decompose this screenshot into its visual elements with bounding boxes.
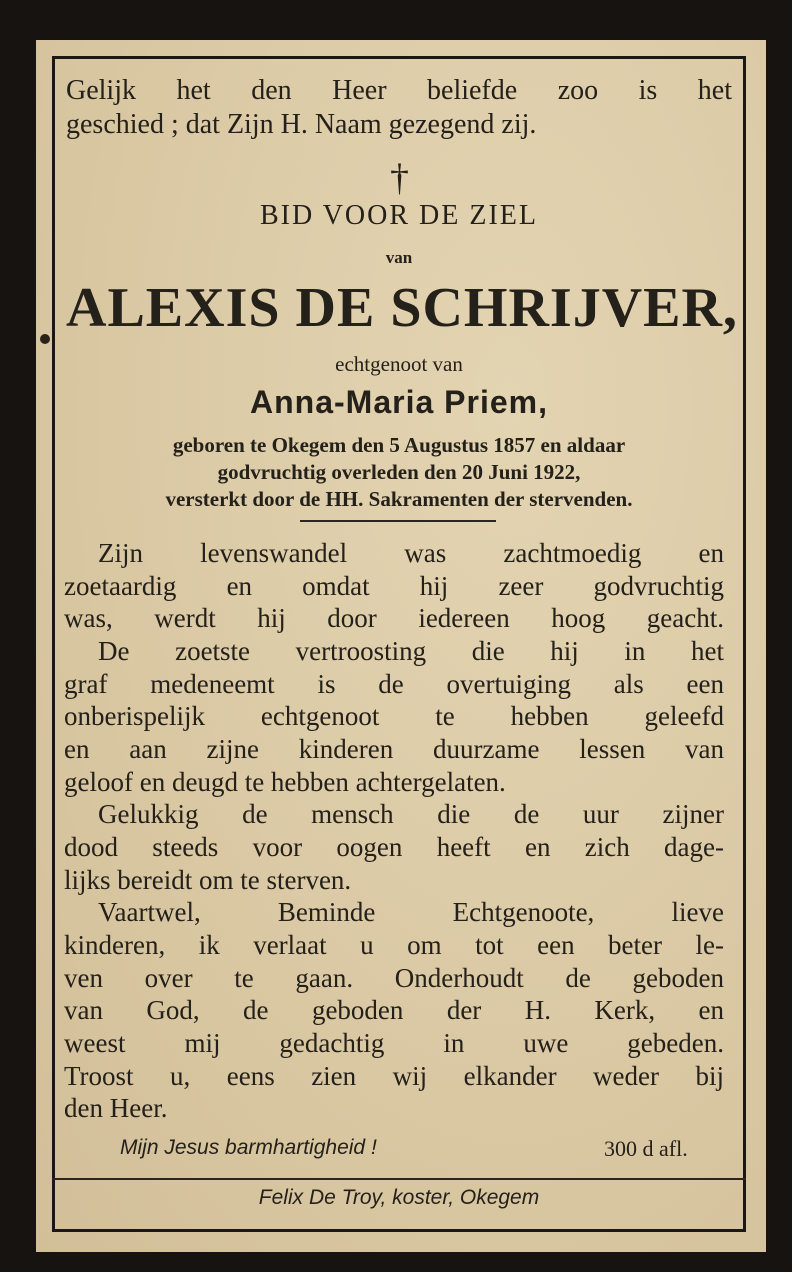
text-line-16: weest mij gedachtig in uwe gebeden.	[64, 1028, 724, 1058]
motto-line-2: geschied ; dat Zijn H. Naam gezegend zij.	[66, 109, 537, 140]
life-line-1: geboren te Okegem den 5 Augustus 1857 en aldaar	[172, 433, 626, 457]
text-line-2: zoetaardig en omdat hij zeer godvruchtig	[64, 571, 724, 601]
text-line-15: van God, de geboden der H. Kerk, en	[64, 995, 724, 1025]
text-line-17: Troost u, eens zien wij elkander weder bij	[64, 1061, 724, 1091]
text-line-4: De zoetste vertroosting die hij in het	[98, 636, 724, 666]
text-line-7: en aan zijne kinderen duurzame lessen van	[64, 734, 724, 764]
text-line-18: den Heer.	[64, 1093, 168, 1123]
divider	[300, 520, 496, 522]
text-line-14: ven over te gaan. Onderhoudt de geboden	[64, 963, 724, 993]
van-label: van	[385, 248, 413, 267]
pin-hole	[40, 334, 50, 344]
invocation: Mijn Jesus barmhartigheid !	[120, 1136, 377, 1159]
indulgence-note: 300 d afl.	[604, 1136, 688, 1161]
deceased-name: ALEXIS DE SCHRIJVER,	[66, 277, 738, 339]
text-line-8: geloof en deugd te hebben achtergelaten.	[64, 767, 506, 797]
heading: BID VOOR DE ZIEL	[259, 200, 538, 231]
life-line-2: godvruchtig overleden den 20 Juni 1922,	[217, 460, 581, 484]
text-line-13: kinderen, ik verlaat u om tot een beter le-	[64, 930, 724, 960]
text-line-6: onberispelijk echtgenoot te hebben geleefd	[64, 701, 724, 731]
printer-credit: Felix De Troy, koster, Okegem	[258, 1186, 540, 1209]
text-line-5: graf medeneemt is de overtuiging als een	[64, 669, 724, 699]
cross-icon: †	[390, 157, 409, 199]
text-line-9: Gelukkig de mensch die de uur zijner	[98, 799, 724, 829]
text-line-10: dood steeds voor oogen heeft en zich dage-	[64, 832, 724, 862]
text-line-1: Zijn levenswandel was zachtmoedig en	[98, 538, 724, 568]
text-line-3: was, werdt hij door iedereen hoog geacht.	[64, 603, 724, 633]
life-line-3: versterkt door de HH. Sakramenten der stervenden.	[165, 487, 633, 511]
motto-line-1: Gelijk het den Heer beliefde zoo is het	[66, 75, 732, 106]
spouse-name: Anna-Maria Priem,	[250, 384, 548, 420]
bottom-divider	[52, 1178, 746, 1180]
text-line-11: lijks bereidt om te sterven.	[64, 865, 352, 895]
text-line-12: Vaartwel, Beminde Echtgenoote, lieve	[98, 897, 724, 927]
spouse-label: echtgenoot van	[335, 352, 463, 376]
